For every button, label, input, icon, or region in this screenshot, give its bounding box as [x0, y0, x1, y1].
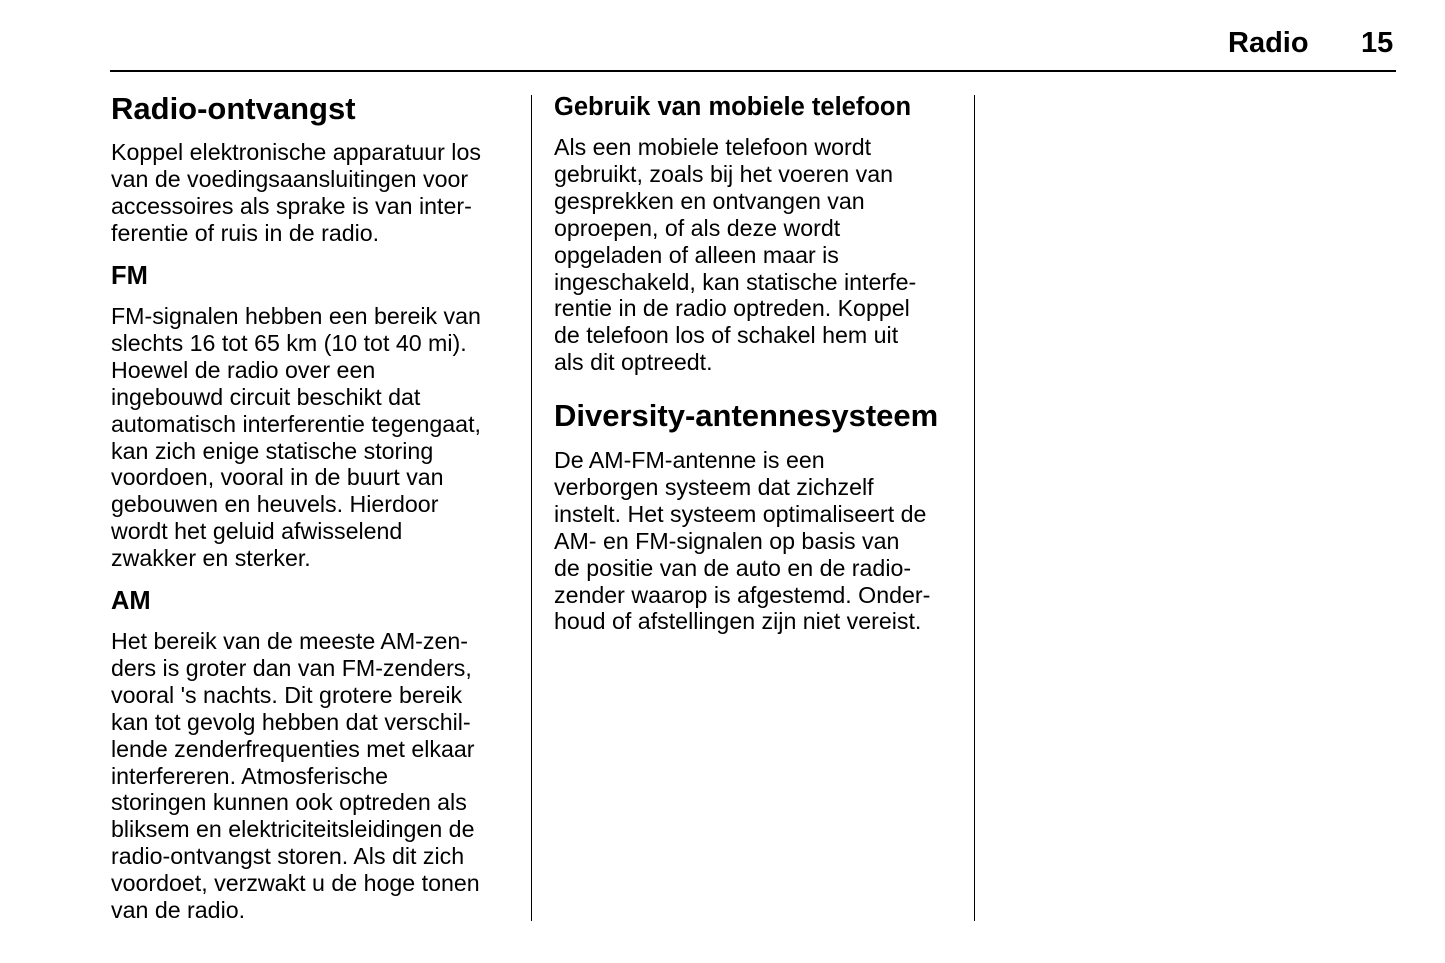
phone-paragraph: Als een mobiele telefoon wordt gebruikt, zoals bij het voeren van gesprekken en ontvangen van oproepen, of als deze wordt opgeladen of alleen maar is ingeschakeld, kan statische interfe- rentie in de radio optreden. Koppel de telefoon los of schakel hem uit als dit optreedt. — [554, 134, 917, 376]
am-heading: AM — [111, 587, 151, 615]
intro-paragraph: Koppel elektronische apparatuur los van de voedingsaansluitingen voor accessoires als sprake is van inter- ferentie of ruis in de radio. — [111, 139, 481, 246]
header-rule — [110, 70, 1396, 72]
phone-heading: Gebruik van mobiele telefoon — [554, 93, 912, 121]
diversity-title: Diversity-antennesysteem — [554, 398, 939, 433]
fm-heading: FM — [111, 262, 148, 290]
page-number: 15 — [1361, 27, 1394, 59]
column-divider — [531, 95, 532, 921]
column-divider — [974, 95, 975, 921]
section-title: Radio-ontvangst — [111, 91, 356, 126]
fm-paragraph: FM-signalen hebben een bereik van slechts 16 tot 65 km (10 tot 40 mi). Hoewel de radio over een ingebouwd circuit beschikt dat automatisch interferentie tegengaat, kan zich enige statische storing voordoen, vooral in de buurt van gebouwen en heuvels. Hierdoor wordt het geluid afwisselend zwakker en sterker. — [111, 303, 481, 572]
diversity-paragraph: De AM-FM-antenne is een verborgen systeem dat zichzelf instelt. Het systeem optimaliseert de AM- en FM-signalen op basis van de positie van de auto en de radio- zender waarop is afgestemd. Onder- houd of afstellingen zijn niet vereist. — [554, 447, 931, 635]
header-section-title: Radio — [1228, 27, 1309, 59]
am-paragraph: Het bereik van de meeste AM-zen- ders is groter dan van FM-zenders, vooral 's nachts. Dit grotere bereik kan tot gevolg hebben dat verschil- lende zenderfrequenties met elkaar interfereren. Atmosferische storingen kunnen ook optreden als bliksem en elektriciteitsleidingen de radio-ontvangst storen. Als dit zich voordoet, verzwakt u de hoge tonen van de radio. — [111, 628, 480, 924]
